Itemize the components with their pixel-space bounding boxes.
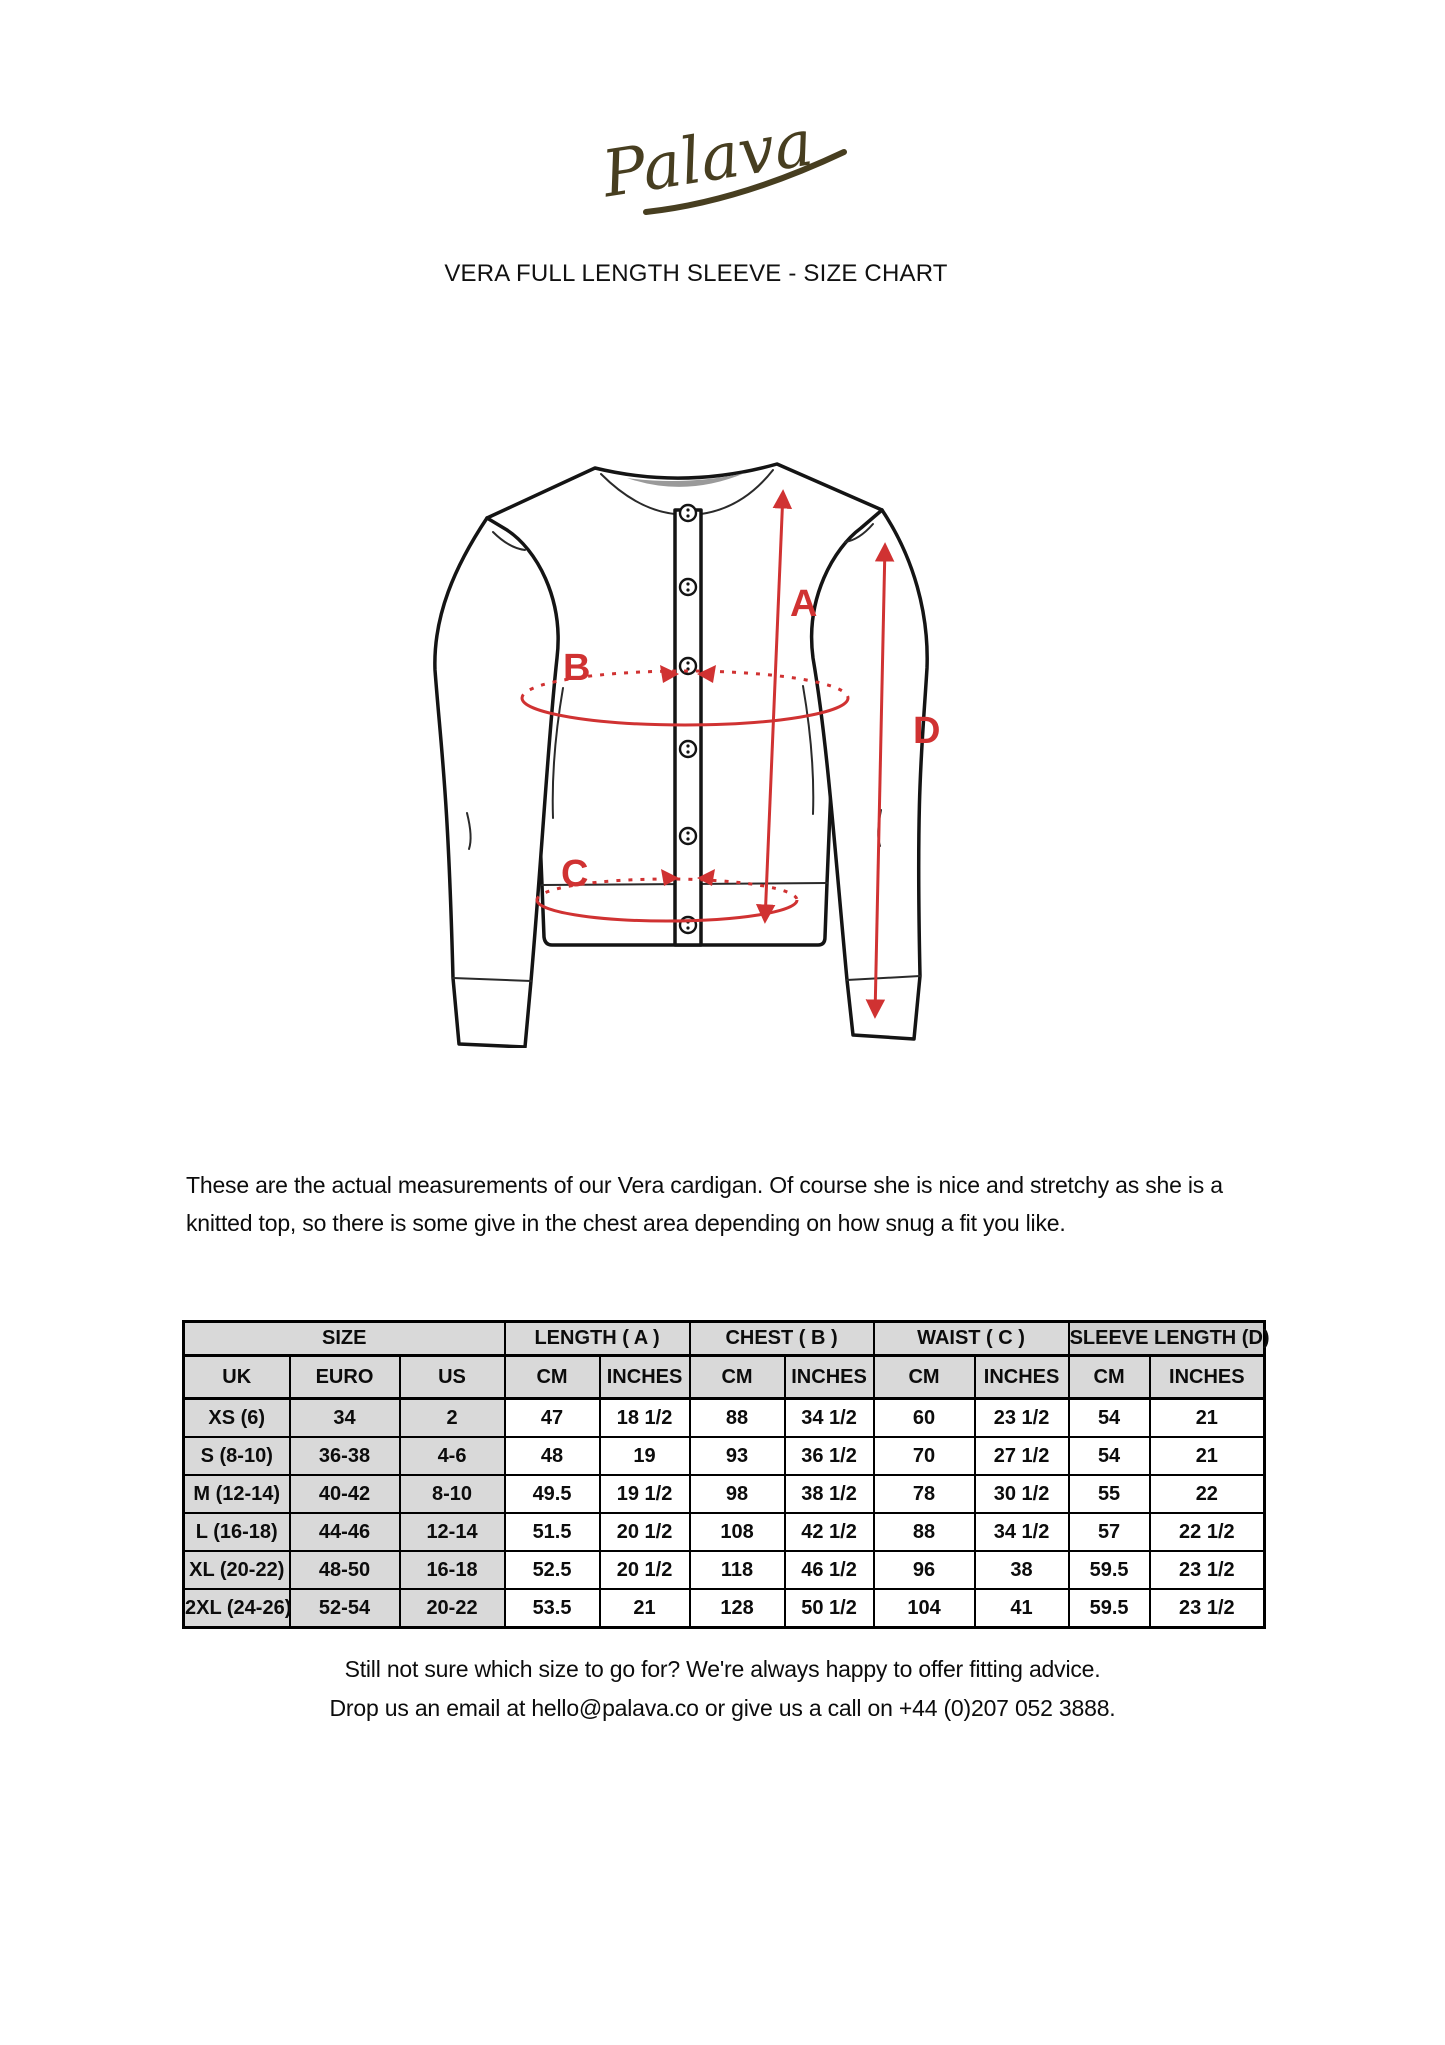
table-cell: 23 1/2 [1150,1589,1265,1628]
table-cell: 2 [400,1399,505,1438]
table-cell: 42 1/2 [785,1513,874,1551]
table-cell: 98 [690,1475,785,1513]
table-cell: 54 [1069,1437,1150,1475]
table-cell: 96 [874,1551,975,1589]
table-cell: 49.5 [505,1475,600,1513]
table-cell: 52-54 [290,1589,400,1628]
header-waist-inches: INCHES [975,1356,1069,1399]
table-cell: 57 [1069,1513,1150,1551]
header-size: SIZE [184,1322,505,1356]
table-cell: 22 [1150,1475,1265,1513]
header-chest-cm: CM [690,1356,785,1399]
table-cell: 19 1/2 [600,1475,690,1513]
table-cell: XS (6) [184,1399,290,1438]
table-cell: 53.5 [505,1589,600,1628]
left-sleeve [435,518,558,1047]
table-cell: 47 [505,1399,600,1438]
table-cell: 48-50 [290,1551,400,1589]
label-waist-c: C [561,853,589,895]
footer-line-1: Still not sure which size to go for? We're always happy to offer fitting advice. [344,1656,1101,1682]
table-cell: 128 [690,1589,785,1628]
table-cell: 8-10 [400,1475,505,1513]
table-cell: 93 [690,1437,785,1475]
label-length-a: A [790,583,818,625]
brand-logo-text: Palava [597,106,818,213]
header-chest: CHEST ( B ) [690,1322,874,1356]
brand-logo [588,78,858,238]
table-cell: 38 [975,1551,1069,1589]
table-cell: 34 1/2 [975,1513,1069,1551]
header-sleeve-inches: INCHES [1150,1356,1265,1399]
table-cell: 108 [690,1513,785,1551]
table-cell: 30 1/2 [975,1475,1069,1513]
table-cell: 59.5 [1069,1551,1150,1589]
table-cell: 20-22 [400,1589,505,1628]
table-cell: 12-14 [400,1513,505,1551]
group-header-row [184,1322,1265,1356]
page-title: VERA FULL LENGTH SLEEVE - SIZE CHART [444,260,948,287]
table-cell: 36 1/2 [785,1437,874,1475]
header-chest-inches: INCHES [785,1356,874,1399]
header-waist-cm: CM [874,1356,975,1399]
table-cell: 54 [1069,1399,1150,1438]
table-cell: 118 [690,1551,785,1589]
table-cell: 21 [1150,1399,1265,1438]
table-cell: 18 1/2 [600,1399,690,1438]
header-waist: WAIST ( C ) [874,1322,1069,1356]
table-cell: 27 1/2 [975,1437,1069,1475]
table-row-l [184,1513,1265,1551]
table-cell: 40-42 [290,1475,400,1513]
table-cell: 34 1/2 [785,1399,874,1438]
table-cell: 23 1/2 [975,1399,1069,1438]
table-cell: 38 1/2 [785,1475,874,1513]
table-cell: 22 1/2 [1150,1513,1265,1551]
table-cell: 52.5 [505,1551,600,1589]
table-cell: 16-18 [400,1551,505,1589]
table-cell: 21 [600,1589,690,1628]
footer-note [0,1650,1445,1728]
table-cell: 23 1/2 [1150,1551,1265,1589]
table-row-xs [184,1399,1265,1438]
size-table [182,1320,1270,1629]
footer-line-2: Drop us an email at hello@palava.co or give us a call on +44 (0)207 052 3888. [329,1695,1116,1721]
table-cell: S (8-10) [184,1437,290,1475]
header-length-cm: CM [505,1356,600,1399]
table-cell: 36-38 [290,1437,400,1475]
cardigan-diagram [335,358,1000,1048]
right-sleeve [812,510,928,1039]
table-cell: 4-6 [400,1437,505,1475]
header-length-inches: INCHES [600,1356,690,1399]
label-chest-b: B [563,647,591,689]
table-cell: 70 [874,1437,975,1475]
table-cell: 60 [874,1399,975,1438]
label-sleeve-d: D [913,710,941,752]
header-sleeve-cm: CM [1069,1356,1150,1399]
table-cell: 55 [1069,1475,1150,1513]
sub-header-row [184,1356,1265,1399]
table-cell: XL (20-22) [184,1551,290,1589]
header-sleeve-length: SLEEVE LENGTH (D) [1069,1322,1265,1356]
table-row-xl [184,1551,1265,1589]
header-uk: UK [184,1356,290,1399]
header-euro: EURO [290,1356,400,1399]
table-cell: 88 [874,1513,975,1551]
table-cell: 51.5 [505,1513,600,1551]
table-cell: 46 1/2 [785,1551,874,1589]
table-cell: M (12-14) [184,1475,290,1513]
table-cell: 19 [600,1437,690,1475]
table-cell: L (16-18) [184,1513,290,1551]
table-row-2xl [184,1589,1265,1628]
description-paragraph: These are the actual measurements of our Vera cardigan. Of course she is nice and stretchy as she is a knitted top, so there is some give in the chest area depending on how snug a fit you like. [186,1172,1223,1236]
table-cell: 20 1/2 [600,1513,690,1551]
table-cell: 41 [975,1589,1069,1628]
header-length: LENGTH ( A ) [505,1322,690,1356]
header-us: US [400,1356,505,1399]
table-cell: 78 [874,1475,975,1513]
table-cell: 20 1/2 [600,1551,690,1589]
table-cell: 88 [690,1399,785,1438]
table-cell: 21 [1150,1437,1265,1475]
table-cell: 50 1/2 [785,1589,874,1628]
table-cell: 2XL (24-26) [184,1589,290,1628]
table-row-m [184,1475,1265,1513]
table-cell: 48 [505,1437,600,1475]
table-cell: 104 [874,1589,975,1628]
table-cell: 34 [290,1399,400,1438]
table-cell: 59.5 [1069,1589,1150,1628]
table-cell: 44-46 [290,1513,400,1551]
cardigan-drawing [435,464,927,1047]
table-row-s [184,1437,1265,1475]
